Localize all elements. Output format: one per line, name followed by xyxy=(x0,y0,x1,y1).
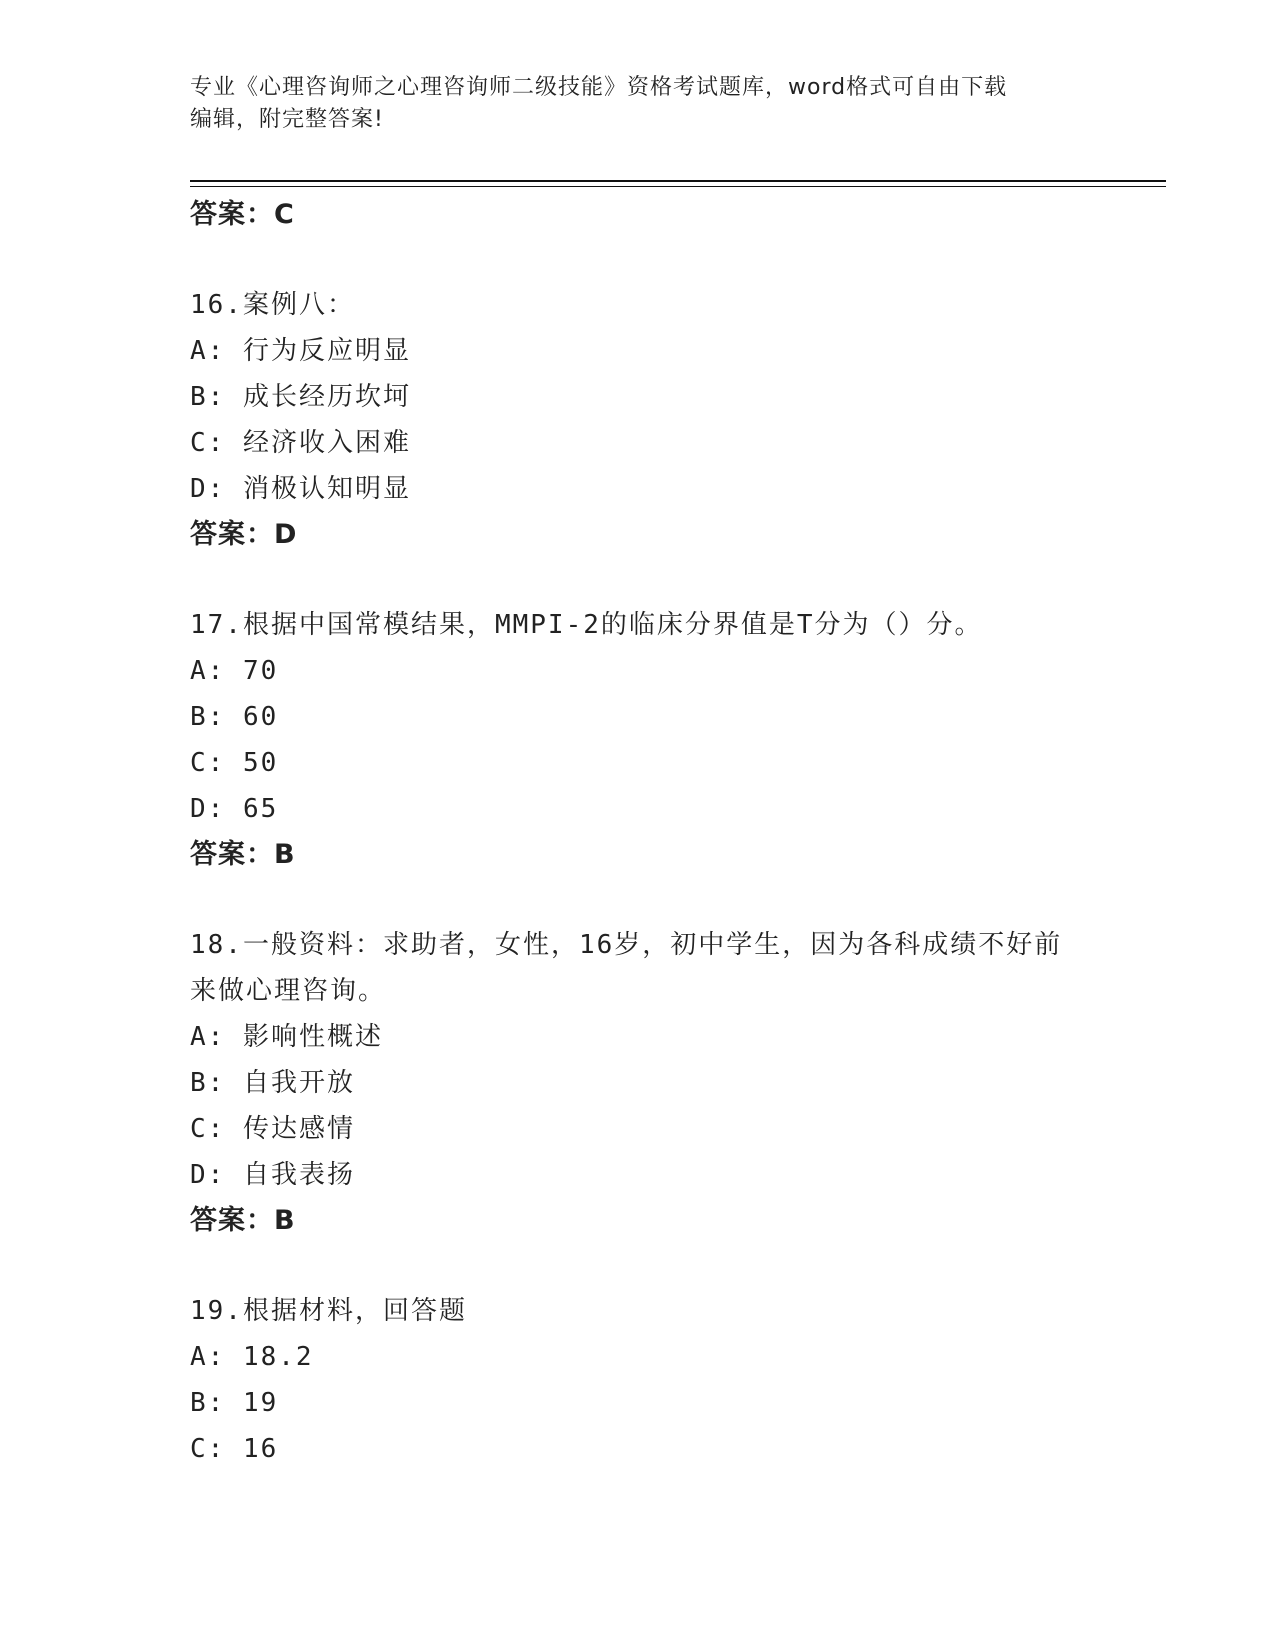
option-a: A: 影响性概述 xyxy=(190,1022,383,1052)
option-c: C: 经济收入困难 xyxy=(190,428,411,458)
option-d: D: 65 xyxy=(190,794,279,824)
option-a: A: 70 xyxy=(190,656,279,686)
question-18 xyxy=(190,922,1150,1244)
document-header xyxy=(190,72,1090,136)
question-list xyxy=(190,192,1150,1472)
option-a: A: 18.2 xyxy=(190,1342,314,1372)
question-stem-line-2: 来做心理咨询。 xyxy=(190,976,387,1006)
question-17 xyxy=(190,602,1150,878)
option-c: C: 传达感情 xyxy=(190,1114,355,1144)
option-b: B: 成长经历坎坷 xyxy=(190,382,411,412)
option-b: B: 60 xyxy=(190,702,279,732)
question-stem-line-1: 18.一般资料：求助者，女性，16岁，初中学生，因为各科成绩不好前 xyxy=(190,930,1063,960)
option-a: A: 行为反应明显 xyxy=(190,336,411,366)
answer-line: 答案：B xyxy=(190,1205,296,1236)
question-16 xyxy=(190,282,1150,558)
option-b: B: 自我开放 xyxy=(190,1068,355,1098)
question-stem: 16.案例八： xyxy=(190,290,355,320)
answer-line: 答案：B xyxy=(190,839,296,870)
question-19 xyxy=(190,1288,1150,1472)
answer-line: 答案：D xyxy=(190,519,298,550)
answer-line: 答案：C xyxy=(190,199,295,230)
option-c: C: 50 xyxy=(190,748,279,778)
question-stem: 19.根据材料，回答题 xyxy=(190,1296,467,1326)
option-d: D: 消极认知明显 xyxy=(190,474,411,504)
option-d: D: 自我表扬 xyxy=(190,1160,355,1190)
option-b: B: 19 xyxy=(190,1388,279,1418)
question-stem: 17.根据中国常模结果，MMPI-2的临床分界值是T分为（）分。 xyxy=(190,610,983,640)
option-c: C: 16 xyxy=(190,1434,279,1464)
header-rule-thin xyxy=(190,186,1166,187)
header-line-2: 编辑，附完整答案! xyxy=(190,107,384,132)
header-rule-thick xyxy=(190,180,1166,182)
header-line-1: 专业《心理咨询师之心理咨询师二级技能》资格考试题库，word格式可自由下载 xyxy=(190,75,1008,100)
